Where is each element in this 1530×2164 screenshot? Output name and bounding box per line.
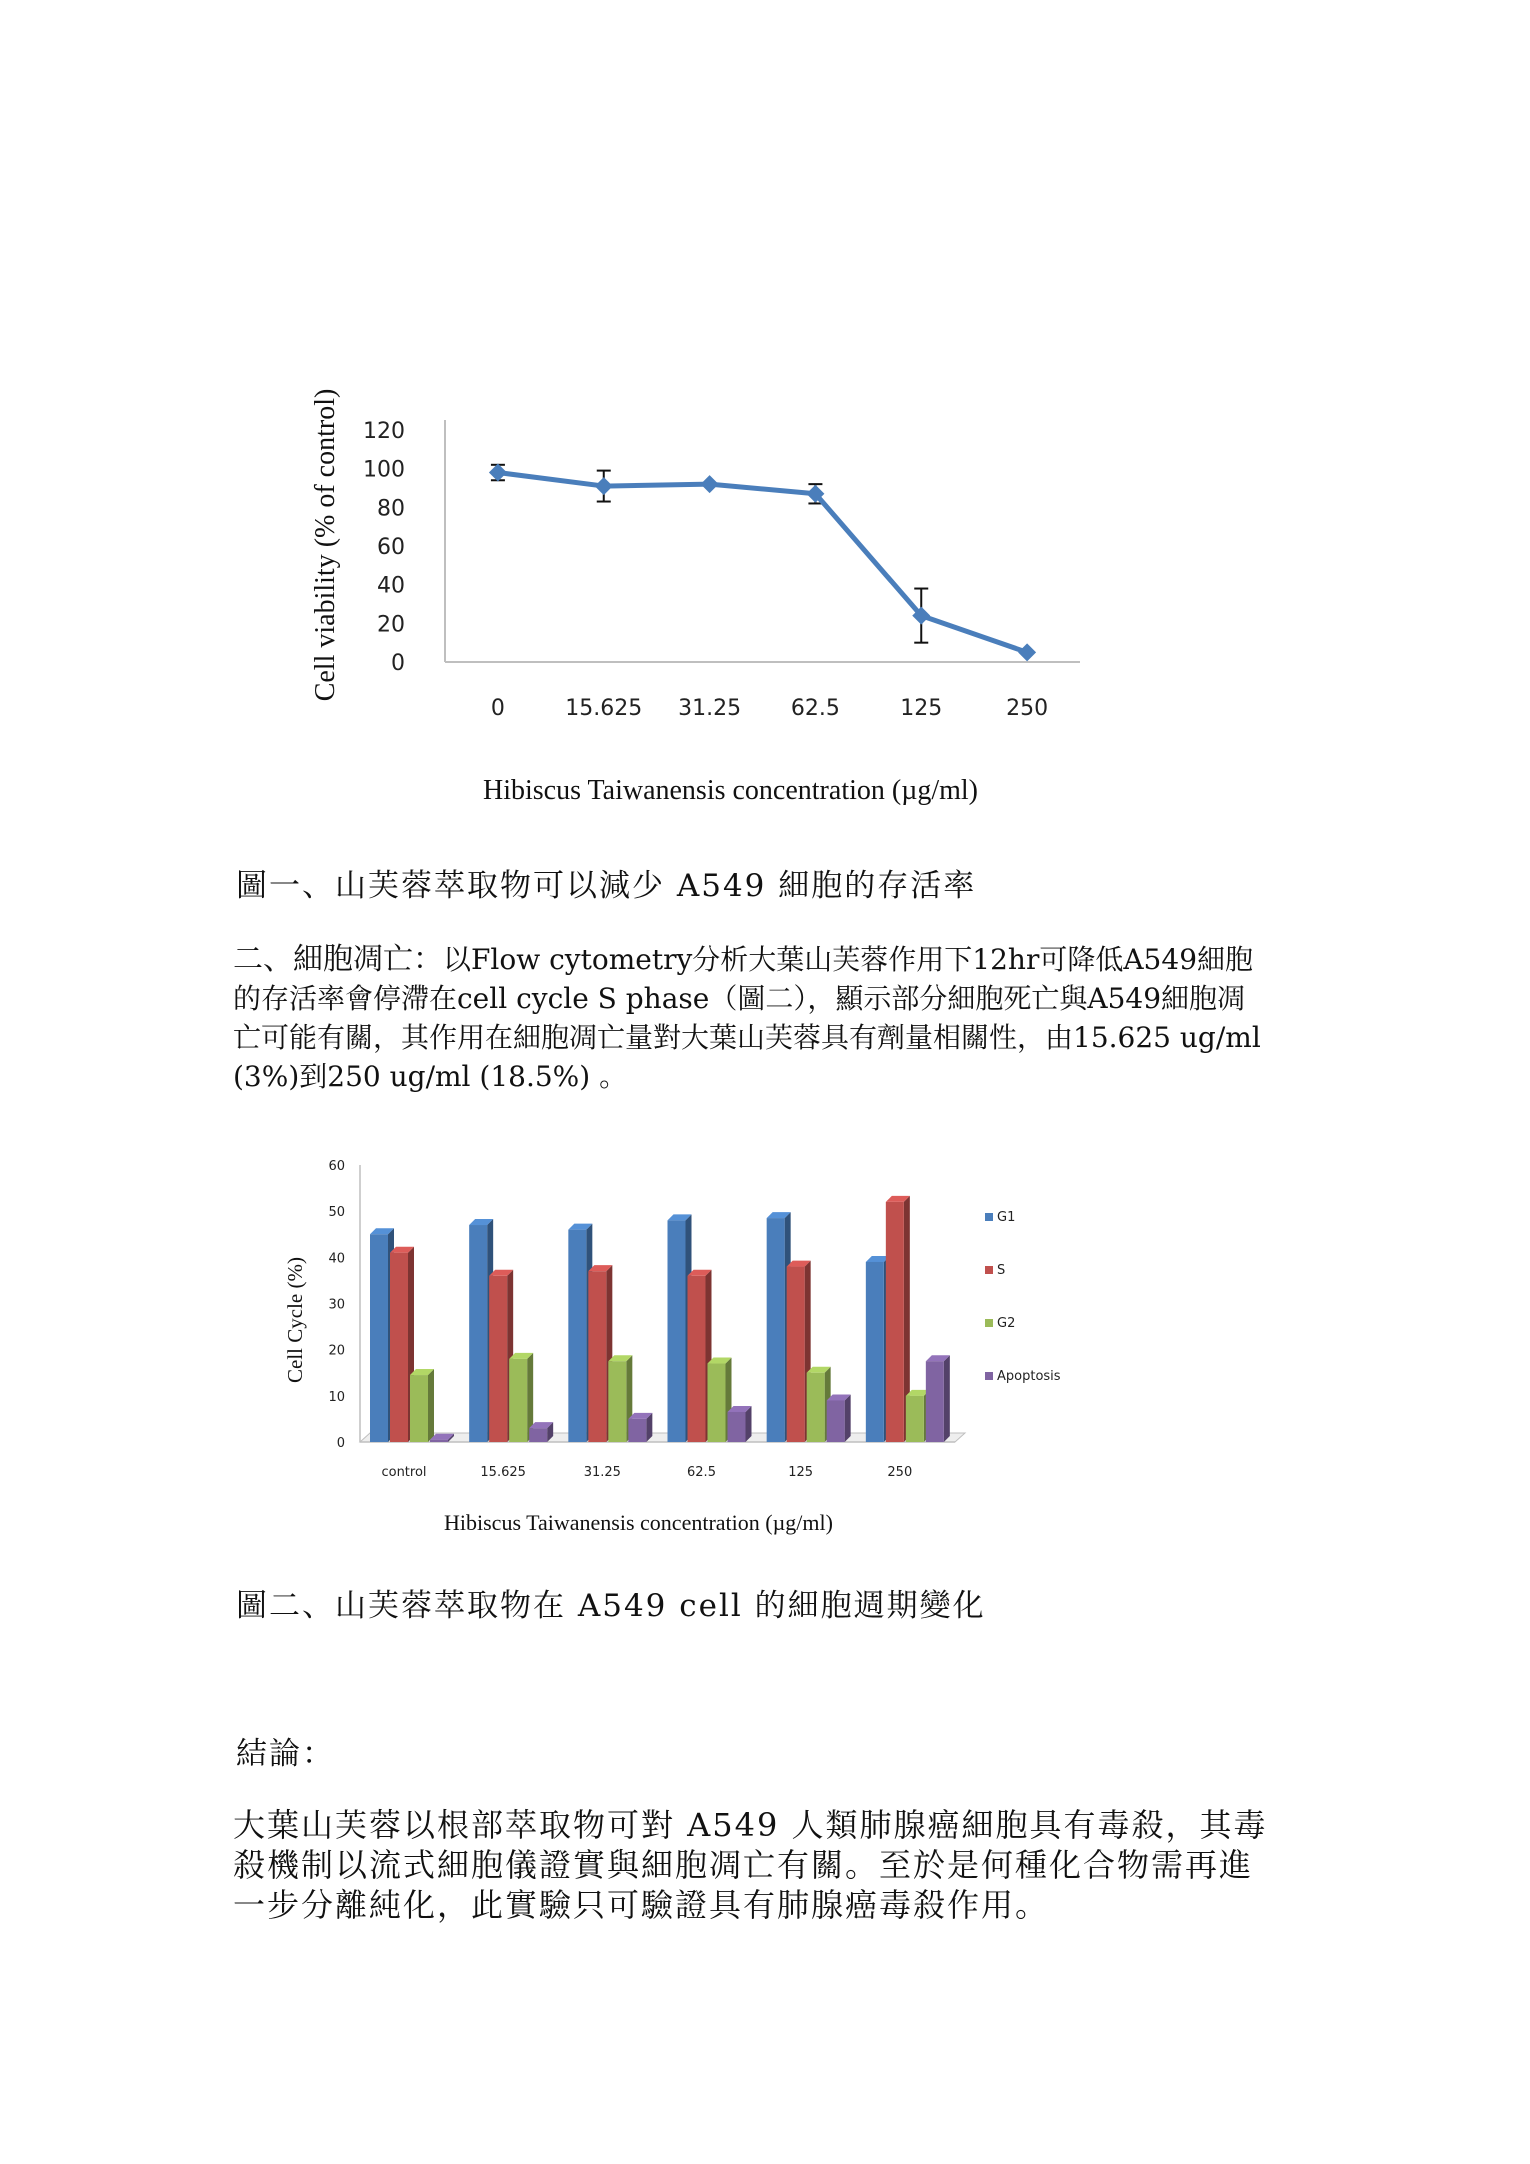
paragraph-line: 二、細胞凋亡：以Flow cytometry分析大葉山芙蓉作用下12hr可降低A549細胞 [233, 942, 1254, 977]
bar-front [767, 1218, 785, 1442]
bar-side [428, 1369, 434, 1442]
bar-apoptosis [926, 1355, 950, 1442]
y-tick-label: 30 [328, 1297, 345, 1313]
bar-apoptosis [529, 1422, 553, 1442]
bar-front [926, 1361, 944, 1442]
bar-front [608, 1361, 626, 1442]
data-point [489, 464, 507, 482]
bar-front [728, 1412, 746, 1442]
data-point [701, 475, 719, 493]
bar-front [390, 1253, 408, 1442]
data-point [595, 477, 613, 495]
y-tick-label: 0 [391, 651, 405, 676]
x-tick-label: 15.625 [565, 696, 643, 721]
data-point [1018, 643, 1036, 661]
bar-front [866, 1262, 884, 1442]
x-tick-label: 15.625 [480, 1465, 526, 1480]
bar-side [746, 1406, 752, 1442]
bar-front [529, 1428, 547, 1442]
bar-front [787, 1267, 805, 1442]
x-tick-label: control [381, 1465, 427, 1480]
y-tick-label: 50 [328, 1205, 345, 1221]
bar-front [708, 1364, 726, 1442]
section-heading: 二、細胞凋亡： [233, 942, 443, 977]
bar-front [628, 1419, 646, 1442]
conclusion-paragraph [233, 1805, 1318, 1925]
bar-front [807, 1373, 825, 1442]
y-tick-label: 120 [363, 419, 405, 444]
bar-front [568, 1230, 586, 1442]
bar-apoptosis [827, 1394, 851, 1442]
paragraph-line: (3%)到250 ug/ml (18.5%) 。 [233, 1060, 628, 1093]
y-tick-label: 60 [328, 1159, 345, 1174]
paragraph-line: 大葉山芙蓉以根部萃取物可對 A549 人類肺腺癌細胞具有毒殺，其毒 [233, 1806, 1268, 1844]
x-tick-label: 31.25 [678, 696, 742, 721]
bar-front [668, 1220, 686, 1442]
legend-swatch [985, 1213, 993, 1221]
y-tick-label: 10 [328, 1389, 345, 1405]
bar-front [430, 1440, 448, 1442]
bar-front [370, 1234, 388, 1442]
paragraph-line: 的存活率會停滯在cell cycle S phase（圖二），顯示部分細胞死亡與A549細胞凋 [233, 982, 1246, 1015]
x-axis-title: Hibiscus Taiwanensis concentration (µg/ml) [483, 775, 978, 806]
cell-cycle-bar-chart [275, 1150, 1095, 1490]
bar-g2 [410, 1369, 434, 1442]
y-axis-title: Cell Cycle (%) [283, 1257, 307, 1383]
legend-swatch [985, 1266, 993, 1274]
y-tick-label: 100 [363, 457, 405, 483]
y-tick-label: 40 [328, 1251, 345, 1267]
bar-front [509, 1359, 527, 1442]
bar-front [886, 1202, 904, 1442]
y-tick-label: 20 [328, 1343, 345, 1359]
x-tick-label: 0 [490, 696, 505, 721]
y-axis-title: Cell viability (% of control) [310, 388, 341, 702]
figure-2-caption: 圖二、山芙蓉萃取物在 A549 cell 的細胞週期變化 [236, 1588, 986, 1624]
bar-apoptosis [628, 1413, 652, 1442]
y-tick-label: 40 [377, 573, 405, 599]
legend-label: G2 [997, 1316, 1016, 1331]
paragraph-line: 殺機制以流式細胞儀證實與細胞凋亡有關。至於是何種化合物需再進 [233, 1846, 1254, 1884]
x-tick-label: 250 [887, 1465, 913, 1480]
bar-front [906, 1396, 924, 1442]
bar-front [827, 1400, 845, 1442]
paragraph-line: 一步分離純化，此實驗只可驗證具有肺腺癌毒殺作用。 [233, 1886, 1050, 1924]
x-tick-label: 62.5 [687, 1465, 716, 1480]
bar-apoptosis [728, 1406, 752, 1442]
legend-label: G1 [997, 1210, 1016, 1225]
series-line [498, 473, 1027, 653]
x-axis-title: Hibiscus Taiwanensis concentration (µg/ml) [444, 1510, 833, 1535]
apoptosis-paragraph [233, 940, 1313, 1096]
legend-label: S [997, 1263, 1006, 1278]
y-tick-label: 0 [336, 1436, 345, 1451]
bar-front [469, 1225, 487, 1442]
bar-front [688, 1276, 706, 1442]
x-tick-label: 31.25 [583, 1465, 621, 1480]
y-tick-label: 80 [377, 496, 405, 522]
y-tick-label: 20 [377, 612, 405, 638]
bar-side [944, 1355, 950, 1442]
paragraph-line: 亡可能有關，其作用在細胞凋亡量對大葉山芙蓉具有劑量相關性，由15.625 ug/ml [233, 1021, 1261, 1054]
bar-side [845, 1394, 851, 1442]
figure-1-caption: 圖一、山芙蓉萃取物可以減少 A549 細胞的存活率 [236, 868, 977, 904]
x-tick-label: 62.5 [790, 696, 840, 721]
legend-label: Apoptosis [997, 1369, 1061, 1384]
legend-swatch [985, 1319, 993, 1327]
viability-line-chart [300, 360, 1100, 760]
bar-front [588, 1271, 606, 1442]
legend-swatch [985, 1372, 993, 1380]
bar-front [410, 1375, 428, 1442]
x-tick-label: 125 [900, 696, 943, 721]
bar-front [489, 1276, 507, 1442]
conclusion-heading: 結論： [236, 1736, 335, 1772]
x-tick-label: 250 [1006, 696, 1049, 721]
y-tick-label: 60 [377, 535, 405, 560]
x-tick-label: 125 [788, 1465, 814, 1480]
